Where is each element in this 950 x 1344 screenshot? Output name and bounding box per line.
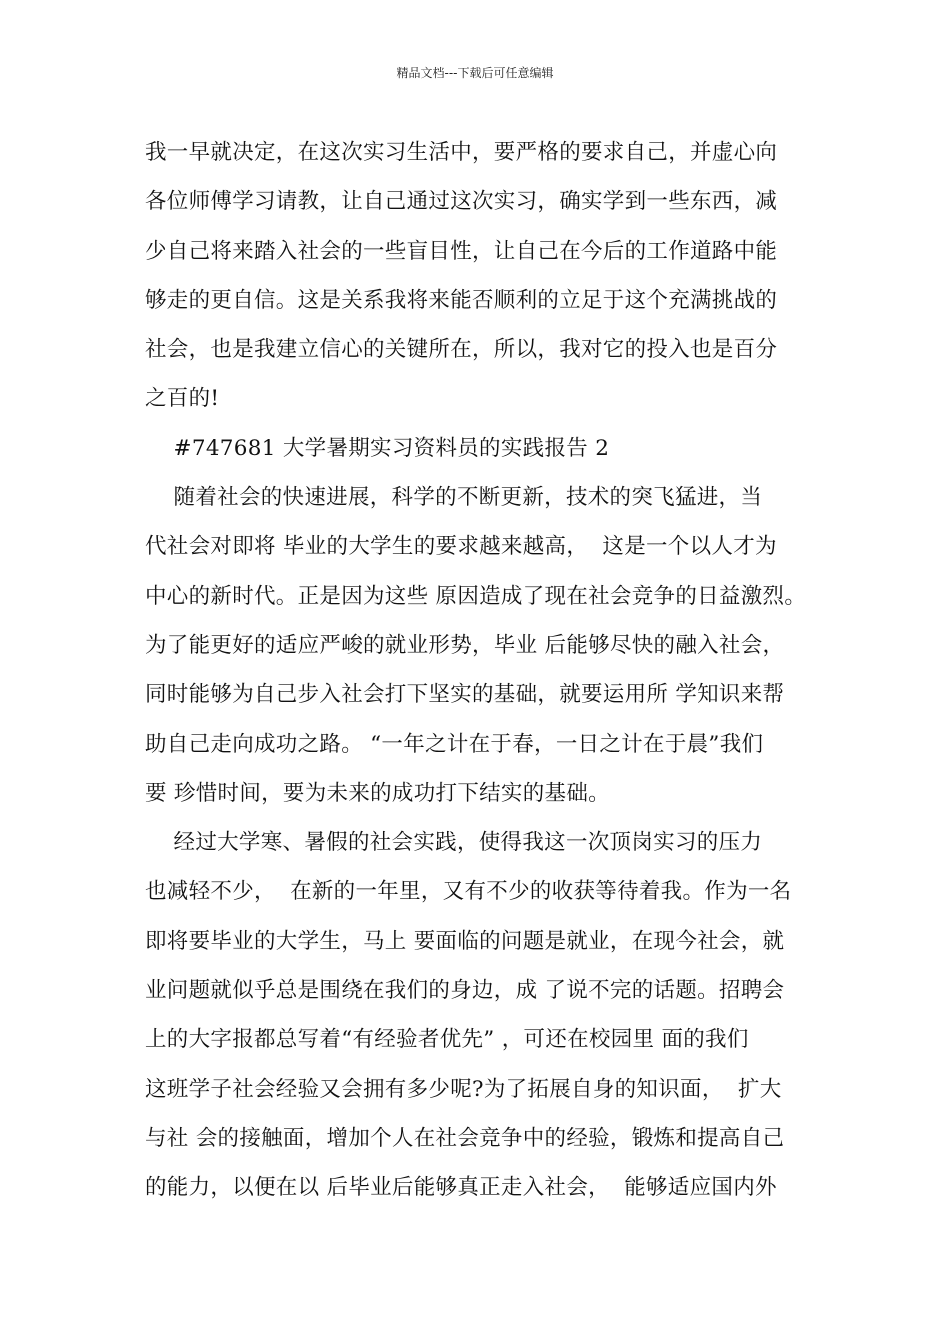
text-line: 业问题就似乎总是围绕在我们的身边，成 了说不完的话题。招聘会 (145, 978, 785, 1004)
text-line: 即将要毕业的大学生，马上 要面临的问题是就业，在现今社会，就 (145, 928, 785, 954)
text-line: 这班学子社会经验又会拥有多少呢?为了拓展自身的知识面， 扩大 (145, 1076, 782, 1102)
text-line: 的能力，以便在以 后毕业后能够真正走入社会， 能够适应国内外 (145, 1175, 777, 1201)
text-line: 助自己走向成功之路。 “一年之计在于春，一日之计在于晨”我们 (145, 731, 764, 757)
text-line: 之百的! (145, 386, 220, 412)
text-line: 上的大字报都总写着“有经验者优先” ，可还在校园里 面的我们 (145, 1027, 749, 1053)
text-line: 够走的更自信。这是关系我将来能否顺利的立足于这个充满挑战的 (145, 287, 778, 313)
text-line: 也减轻不少， 在新的一年里，又有不少的收获等待着我。作为一名 (145, 879, 792, 905)
text-line: 为了能更好的适应严峻的就业形势，毕业 后能够尽快的融入社会， (145, 632, 785, 658)
text-line: 少自己将来踏入社会的一些盲目性，让自己在今后的工作道路中能 (145, 238, 778, 264)
text-line: 与社 会的接触面，增加个人在社会竞争中的经验，锻炼和提高自己 (145, 1125, 785, 1151)
text-line: 代社会对即将 毕业的大学生的要求越来越高， 这是一个以人才为 (145, 534, 777, 560)
text-line: 经过大学寒、暑假的社会实践，使得我这一次顶岗实习的压力 (145, 830, 763, 856)
text-line: 随着社会的快速进展，科学的不断更新，技术的突飞猛进，当 (145, 485, 763, 511)
page-header: 精品文档---下载后可任意编辑 (396, 66, 554, 80)
text-line: 同时能够为自己步入社会打下坚实的基础，就要运用所 学知识来帮 (145, 682, 785, 708)
text-line: 中心的新时代。正是因为这些 原因造成了现在社会竞争的日益激烈。 (145, 583, 807, 609)
text-line: 各位师傅学习请教，让自己通过这次实习，确实学到一些东西，减 (145, 189, 778, 215)
text-line: 社会，也是我建立信心的关键所在，所以，我对它的投入也是百分 (145, 337, 778, 363)
text-line: 要 珍惜时间，要为未来的成功打下结实的基础。 (145, 780, 610, 806)
text-line: 我一早就决定，在这次实习生活中，要严格的要求自己，并虚心向 (145, 140, 778, 165)
document-body (145, 133, 835, 1218)
section-title: #747681 大学暑期实习资料员的实践报告 2 (145, 435, 610, 461)
